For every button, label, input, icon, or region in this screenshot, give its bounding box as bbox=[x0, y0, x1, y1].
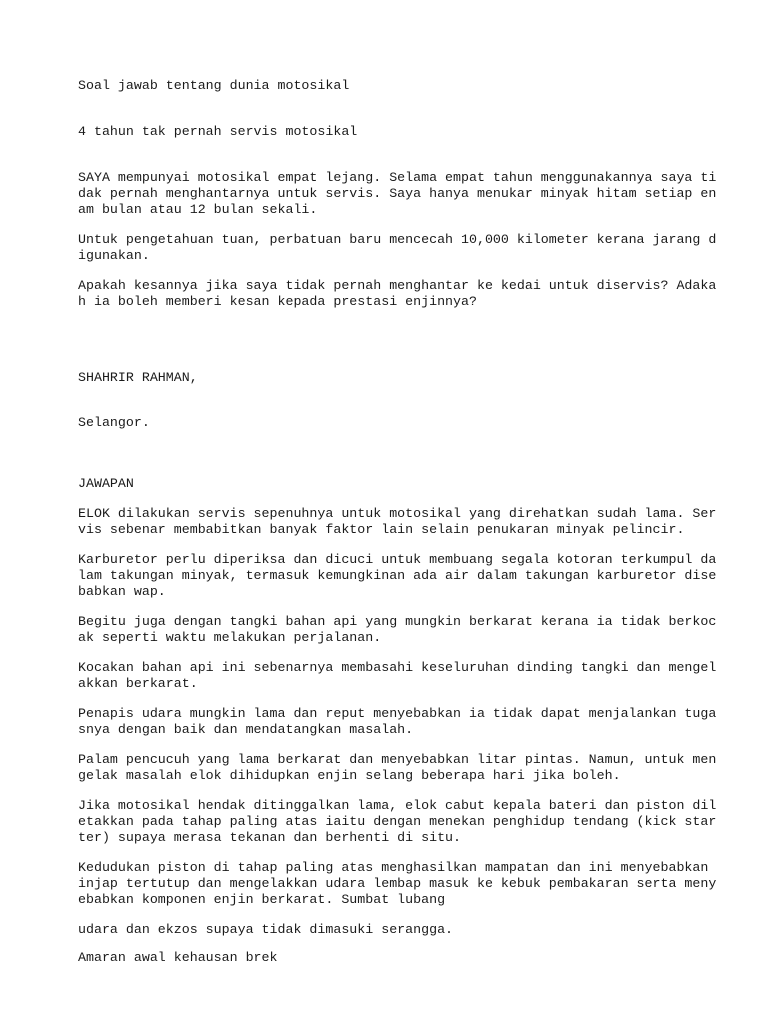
text-line: h ia boleh memberi kesan kepada prestasi enjinnya? bbox=[78, 294, 477, 309]
text-line: ELOK dilakukan servis sepenuhnya untuk motosikal yang direhatkan sudah lama. Ser bbox=[78, 506, 717, 521]
text-line: dak pernah menghantarnya untuk servis. Saya hanya menukar minyak hitam setiap en bbox=[78, 186, 717, 201]
text-line: ebabkan komponen enjin berkarat. Sumbat lubang bbox=[78, 892, 446, 907]
text-line: am bulan atau 12 bulan sekali. bbox=[78, 202, 318, 217]
text-line: Kocakan bahan api ini sebenarnya membasahi keseluruhan dinding tangki dan mengel bbox=[78, 660, 717, 675]
text-line: injap tertutup dan mengelakkan udara lembap masuk ke kebuk pembakaran serta meny bbox=[78, 876, 717, 891]
text-line: ak seperti waktu melakukan perjalanan. bbox=[78, 630, 382, 645]
text-line: lam takungan minyak, termasuk kemungkinan ada air dalam takungan karburetor dise bbox=[78, 568, 717, 583]
text-line: Apakah kesannya jika saya tidak pernah menghantar ke kedai untuk diservis? Adaka bbox=[78, 278, 717, 293]
text-line: Penapis udara mungkin lama dan reput menyebabkan ia tidak dapat menjalankan tuga bbox=[78, 706, 717, 721]
text-line: Karburetor perlu diperiksa dan dicuci untuk membuang segala kotoran terkumpul da bbox=[78, 552, 717, 567]
text-line: akkan berkarat. bbox=[78, 676, 198, 691]
text-line: Selangor. bbox=[78, 415, 150, 430]
text-line: igunakan. bbox=[78, 248, 150, 263]
text-line: Jika motosikal hendak ditinggalkan lama, elok cabut kepala bateri dan piston dil bbox=[78, 798, 717, 813]
text-line: udara dan ekzos supaya tidak dimasuki serangga. bbox=[78, 922, 454, 937]
text-line: gelak masalah elok dihidupkan enjin selang beberapa hari jika boleh. bbox=[78, 768, 621, 783]
text-line: Kedudukan piston di tahap paling atas menghasilkan mampatan dan ini menyebabkan bbox=[78, 860, 709, 875]
text-line: ter) supaya merasa tekanan dan berhenti di situ. bbox=[78, 830, 462, 845]
text-line: 4 tahun tak pernah servis motosikal bbox=[78, 124, 358, 139]
text-line: Begitu juga dengan tangki bahan api yang mungkin berkarat kerana ia tidak berkoc bbox=[78, 614, 717, 629]
text-line: JAWAPAN bbox=[78, 476, 134, 491]
text-line: Palam pencucuh yang lama berkarat dan menyebabkan litar pintas. Namun, untuk men bbox=[78, 752, 717, 767]
text-line: SAYA mempunyai motosikal empat lejang. Selama empat tahun menggunakannya saya ti bbox=[78, 170, 717, 185]
text-line: Soal jawab tentang dunia motosikal bbox=[78, 78, 350, 93]
text-line: snya dengan baik dan mendatangkan masalah. bbox=[78, 722, 414, 737]
text-line: Amaran awal kehausan brek bbox=[78, 950, 278, 965]
text-line: SHAHRIR RAHMAN, bbox=[78, 370, 198, 385]
text-line: babkan wap. bbox=[78, 584, 166, 599]
text-line: vis sebenar membabitkan banyak faktor lain selain penukaran minyak pelincir. bbox=[78, 522, 685, 537]
text-line: etakkan pada tahap paling atas iaitu dengan menekan penghidup tendang (kick star bbox=[78, 814, 717, 829]
text-line: Untuk pengetahuan tuan, perbatuan baru mencecah 10,000 kilometer kerana jarang d bbox=[78, 232, 717, 247]
